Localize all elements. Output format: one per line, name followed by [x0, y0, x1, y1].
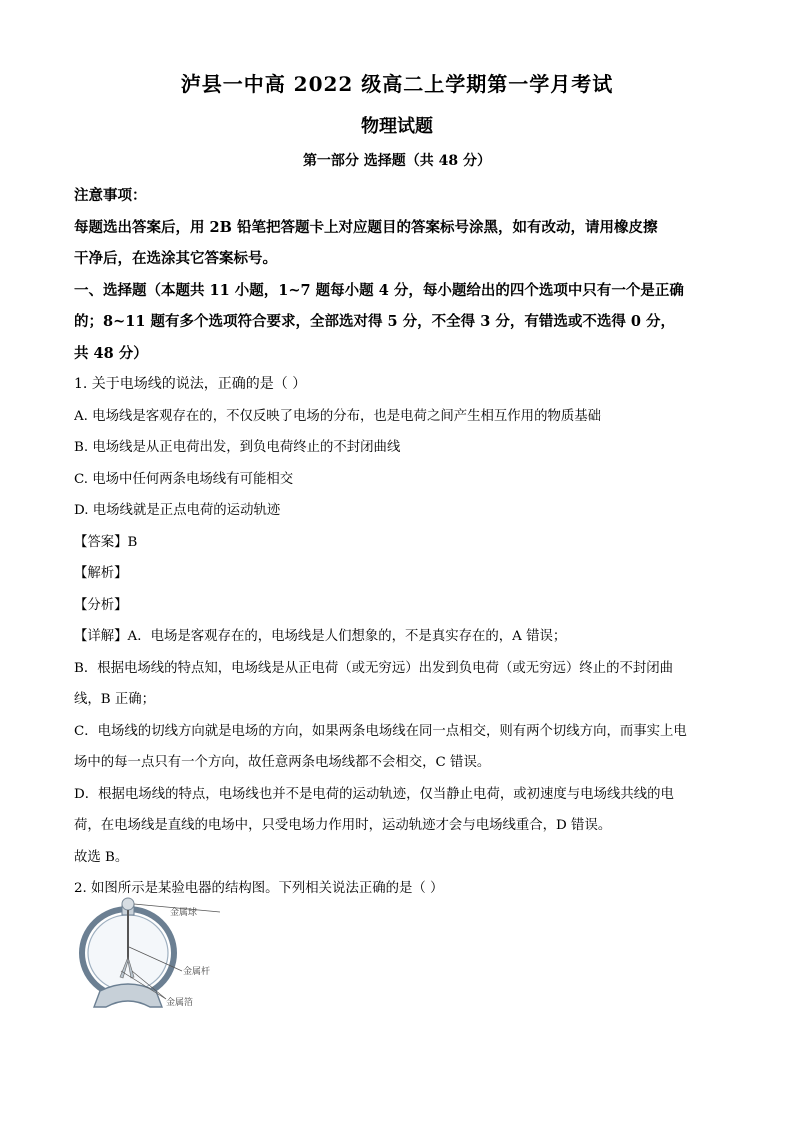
detail-line: 荷，在电场线是直线的电场中，只受电场力作用时，运动轨迹才会与电场线重合，D 错误。	[74, 818, 612, 833]
section-heading: 共 48 分）	[74, 344, 148, 362]
document-body	[74, 180, 724, 905]
detail-line: D．根据电场线的特点，电场线也并不是电荷的运动轨迹，仅当静止电荷，或初速度与电场线共线的电	[74, 786, 674, 802]
notes-heading: 注意事项：	[74, 187, 147, 204]
detail-line: C．电场线的切线方向就是电场的方向，如果两条电场线在同一点相交，则有两个切线方向，而事实上电	[74, 723, 687, 739]
label-metal-ball: 金属球	[170, 908, 198, 918]
metal-ball	[122, 898, 134, 910]
question-2-stem: 2. 如图所示是某验电器的结构图。下列相关说法正确的是（ ）	[74, 881, 444, 896]
analysis-heading: 【解析】	[74, 566, 128, 581]
section-heading: 一、选择题（本题共 11 小题，1~7 题每小题 4 分，每小题给出的四个选项中只有一个是正确	[74, 281, 684, 299]
option-a: A. 电场线是客观存在的，不仅反映了电场的分布，也是电荷之间产生相互作用的物质基础	[74, 408, 602, 424]
detail-line: 场中的每一点只有一个方向，故任意两条电场线都不会相交，C 错误。	[74, 755, 491, 770]
label-metal-foil: 金属箔	[166, 998, 194, 1008]
answer: 【答案】B	[74, 534, 138, 550]
page-subtitle: 物理试题	[361, 116, 433, 137]
detail-line: 线，B 正确；	[74, 692, 156, 707]
label-metal-rod: 金属杆	[183, 967, 211, 977]
section-heading: 的；8~11 题有多个选项符合要求，全部选对得 5 分，不全得 3 分，有错选或不选得 0 分，	[74, 313, 676, 330]
question-1-stem: 1. 关于电场线的说法，正确的是（ ）	[74, 376, 307, 392]
option-d: D. 电场线就是正点电荷的运动轨迹	[74, 503, 281, 518]
detail-line: B．根据电场线的特点知，电场线是从正电荷（或无穷远）出发到负电荷（或无穷远）终止的不封闭曲	[74, 660, 674, 676]
page-title: 泸县一中高 2022 级高二上学期第一学月考试	[180, 72, 614, 96]
electroscope-figure	[70, 895, 270, 1020]
option-b: B. 电场线是从正电荷出发，到负电荷终止的不封闭曲线	[74, 440, 401, 455]
notes-line: 干净后，在选涂其它答案标号。	[74, 250, 277, 267]
conclusion: 故选 B。	[74, 849, 129, 865]
fenxi-heading: 【分析】	[74, 597, 128, 613]
notes-line: 每题选出答案后，用 2B 铅笔把答题卡上对应题目的答案标号涂黑，如有改动，请用橡皮擦	[74, 218, 658, 236]
detail-line: 【详解】A．电场是客观存在的，电场线是人们想象的，不是真实存在的，A 错误；	[74, 629, 567, 644]
part-heading: 第一部分 选择题（共 48 分）	[302, 153, 492, 169]
option-c: C. 电场中任何两条电场线有可能相交	[74, 471, 294, 487]
